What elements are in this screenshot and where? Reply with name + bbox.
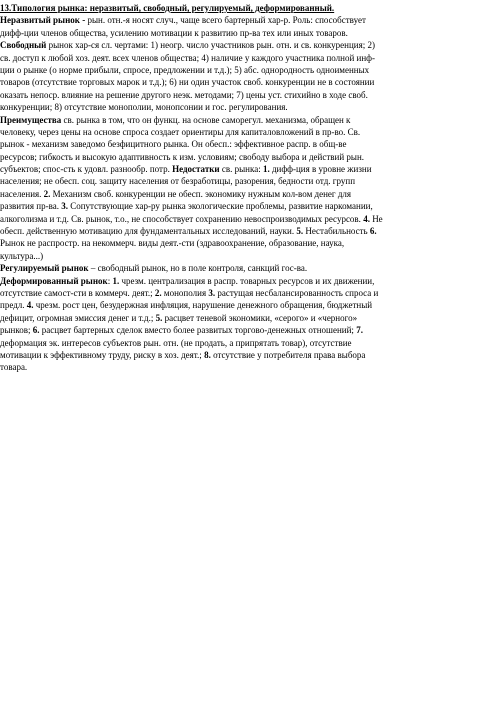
text-run: мотивации к эффективному труду, риску в хоз. деят.; bbox=[0, 349, 205, 360]
document-body bbox=[0, 14, 482, 373]
bold-text-run: 4. bbox=[26, 300, 34, 311]
text-run: Не bbox=[369, 213, 383, 224]
text-run: Механизм своб. конкуренции не обесп. экономику нужным кол-вом денег для bbox=[50, 188, 352, 199]
document-title: 13.Типология рынка: неразвитый, свободный, регулируемый, деформированный. bbox=[0, 3, 335, 13]
text-run: чрезм. рост цен, безудержная инфляция, нарушение денежного обращения, бюджетный bbox=[33, 300, 373, 311]
text-run: расцвет бартерных сделок вместо более развитых торгово-денежных отношений; bbox=[39, 325, 357, 336]
text-run: развития пр-ва. bbox=[0, 201, 62, 212]
text-line bbox=[0, 237, 482, 249]
text-line bbox=[0, 213, 482, 225]
text-line bbox=[0, 262, 482, 274]
text-run: отсутствие самост-сти в коммерч. деят.; bbox=[0, 287, 155, 298]
text-line bbox=[0, 312, 482, 324]
text-run: отсутствие у потребителя права выбора bbox=[210, 349, 366, 360]
text-line bbox=[0, 324, 482, 336]
bold-text-run: Неразвитый рынок - bbox=[0, 15, 88, 26]
text-run: Сопутствующие хар-ру рынка экологические проблемы, развитие наркомании, bbox=[67, 201, 373, 212]
bold-text-run: Недостатки bbox=[172, 164, 220, 175]
text-line bbox=[0, 39, 482, 51]
text-run: рынков; bbox=[0, 325, 33, 336]
text-run: оказать непоср. влияние на решение другого неэк. методами; 7) цены уст. стихийно в ходе своб. bbox=[0, 89, 368, 100]
bold-text-run: 8. bbox=[204, 349, 211, 360]
bold-text-run: Регулируемый рынок bbox=[0, 263, 89, 274]
text-line bbox=[0, 250, 482, 262]
text-run: дифф-ция в уровне жизни bbox=[269, 164, 372, 175]
bold-text-run: 2. bbox=[154, 287, 162, 298]
text-line bbox=[0, 14, 482, 26]
bold-text-run: 1. bbox=[262, 164, 270, 175]
text-line bbox=[0, 64, 482, 76]
text-line bbox=[0, 299, 482, 311]
text-run: ресурсов; гибкость и высокую адаптивность к изм. условиям; свободу выбора и действий рын. bbox=[0, 151, 365, 162]
text-run: – свободный рынок, но в поле контроля, санкций гос-ва. bbox=[88, 263, 308, 274]
text-run: : bbox=[107, 275, 113, 286]
text-run: Рынок не распростр. на некоммерч. виды деят.-сти (здравоохранение, образование, наука, bbox=[0, 238, 345, 249]
text-line bbox=[0, 114, 482, 126]
text-run: расцвет теневой экономики, «серого» и «черного» bbox=[162, 312, 358, 323]
text-line bbox=[0, 163, 482, 175]
text-run: алкоголизма и т.д. Св. рынок, т.о., не способствует сохранению невоспроизводимых ресурсов. bbox=[0, 213, 364, 224]
bold-text-run: 4. bbox=[363, 213, 370, 224]
text-line bbox=[0, 76, 482, 88]
text-run: обесп. действенную мотивацию для фундаментальных исследований, науки. bbox=[0, 226, 297, 237]
text-line bbox=[0, 27, 482, 39]
text-run: дефицит, огромная эмиссия денег и т.д.; bbox=[0, 312, 156, 323]
text-line bbox=[0, 200, 482, 212]
text-run: Нестабильность bbox=[303, 226, 370, 237]
text-run: монополия bbox=[161, 287, 209, 298]
text-line bbox=[0, 361, 482, 373]
text-run: дифф-ции членов общества, усилению мотивации к развитию пр-ва тех или иных товаров. bbox=[0, 27, 348, 38]
bold-text-run: 5. bbox=[155, 312, 163, 323]
bold-text-run: 7. bbox=[356, 325, 363, 336]
text-line bbox=[0, 52, 482, 64]
bold-text-run: 3. bbox=[208, 287, 216, 298]
text-run: субъектов; спос-сть к удовл. разнообр. потр. bbox=[0, 164, 173, 175]
text-line bbox=[0, 275, 482, 287]
text-run: товара. bbox=[0, 362, 28, 373]
text-run: деформация эк. интересов субъектов рын. отн. (не продать, а припрятать товар), отсутствие bbox=[0, 337, 352, 348]
document-page bbox=[0, 2, 482, 374]
text-line bbox=[0, 349, 482, 361]
text-line bbox=[0, 138, 482, 150]
text-run: св. рынка в том, что он функц. на основе саморегул. механизма, обращен к bbox=[61, 114, 351, 125]
bold-text-run: 1. bbox=[112, 275, 120, 286]
text-line bbox=[0, 287, 482, 299]
text-run: предл. bbox=[0, 300, 27, 311]
text-line bbox=[0, 188, 482, 200]
text-run: чрезм. централизация в распр. товарных ресурсов и их движении, bbox=[119, 275, 375, 286]
text-run: населения; не обесп. соц. защиту населения от безработицы, разорения, бедности отд. групп bbox=[0, 176, 356, 187]
text-run: растущая несбалансированность спроса и bbox=[215, 287, 379, 298]
text-run: товаров (отсутствие торговых марок и т.д.); 6) ни один участок своб. конкуренции не в состоянии bbox=[0, 77, 375, 88]
text-line bbox=[0, 151, 482, 163]
bold-text-run: 6. bbox=[369, 226, 377, 237]
bold-text-run: 5. bbox=[296, 226, 304, 237]
text-line bbox=[0, 101, 482, 113]
text-line bbox=[0, 175, 482, 187]
text-line bbox=[0, 225, 482, 237]
bold-text-run: Деформированный рынок bbox=[0, 275, 108, 286]
bold-text-run: 3. bbox=[61, 201, 68, 212]
text-run: рынок хар-ся сл. чертами: 1) неогр. число участников рын. отн. и св. конкуренция; 2) bbox=[46, 40, 375, 51]
text-run: человеку, через цены на основе спроса создает ориентиры для капиталовложений в пр-во. Св. bbox=[0, 126, 361, 137]
text-line bbox=[0, 89, 482, 101]
text-run: культура...) bbox=[0, 250, 44, 261]
bold-text-run: 6. bbox=[32, 325, 40, 336]
bold-text-run: Свободный bbox=[0, 40, 47, 51]
text-line bbox=[0, 337, 482, 349]
text-run: св. доступ к любой хоз. деят. всех членов общества; 4) наличие у каждого участника полной инф- bbox=[0, 52, 375, 63]
text-run: св. рынка: bbox=[219, 164, 263, 175]
text-run: рынок - механизм заведомо безфицитного рынка. Он обесп.: эффективное распр. в общ-ве bbox=[0, 139, 347, 150]
bold-text-run: 2. bbox=[43, 188, 51, 199]
text-run: конкуренции; 8) отсутствие монополии, монопсонии и гос. регулирования. bbox=[0, 102, 288, 113]
bold-text-run: Преимущества bbox=[0, 114, 62, 125]
text-run: рын. отн.-я носят случ., чаще всего бартерный хар-р. Роль: способствует bbox=[87, 15, 366, 26]
text-run: ции о рынке (о норме прибыли, спросе, предложении и т.д.); 5) абс. однородность одноименных bbox=[0, 64, 370, 75]
text-run: населения. bbox=[0, 188, 44, 199]
text-line bbox=[0, 126, 482, 138]
